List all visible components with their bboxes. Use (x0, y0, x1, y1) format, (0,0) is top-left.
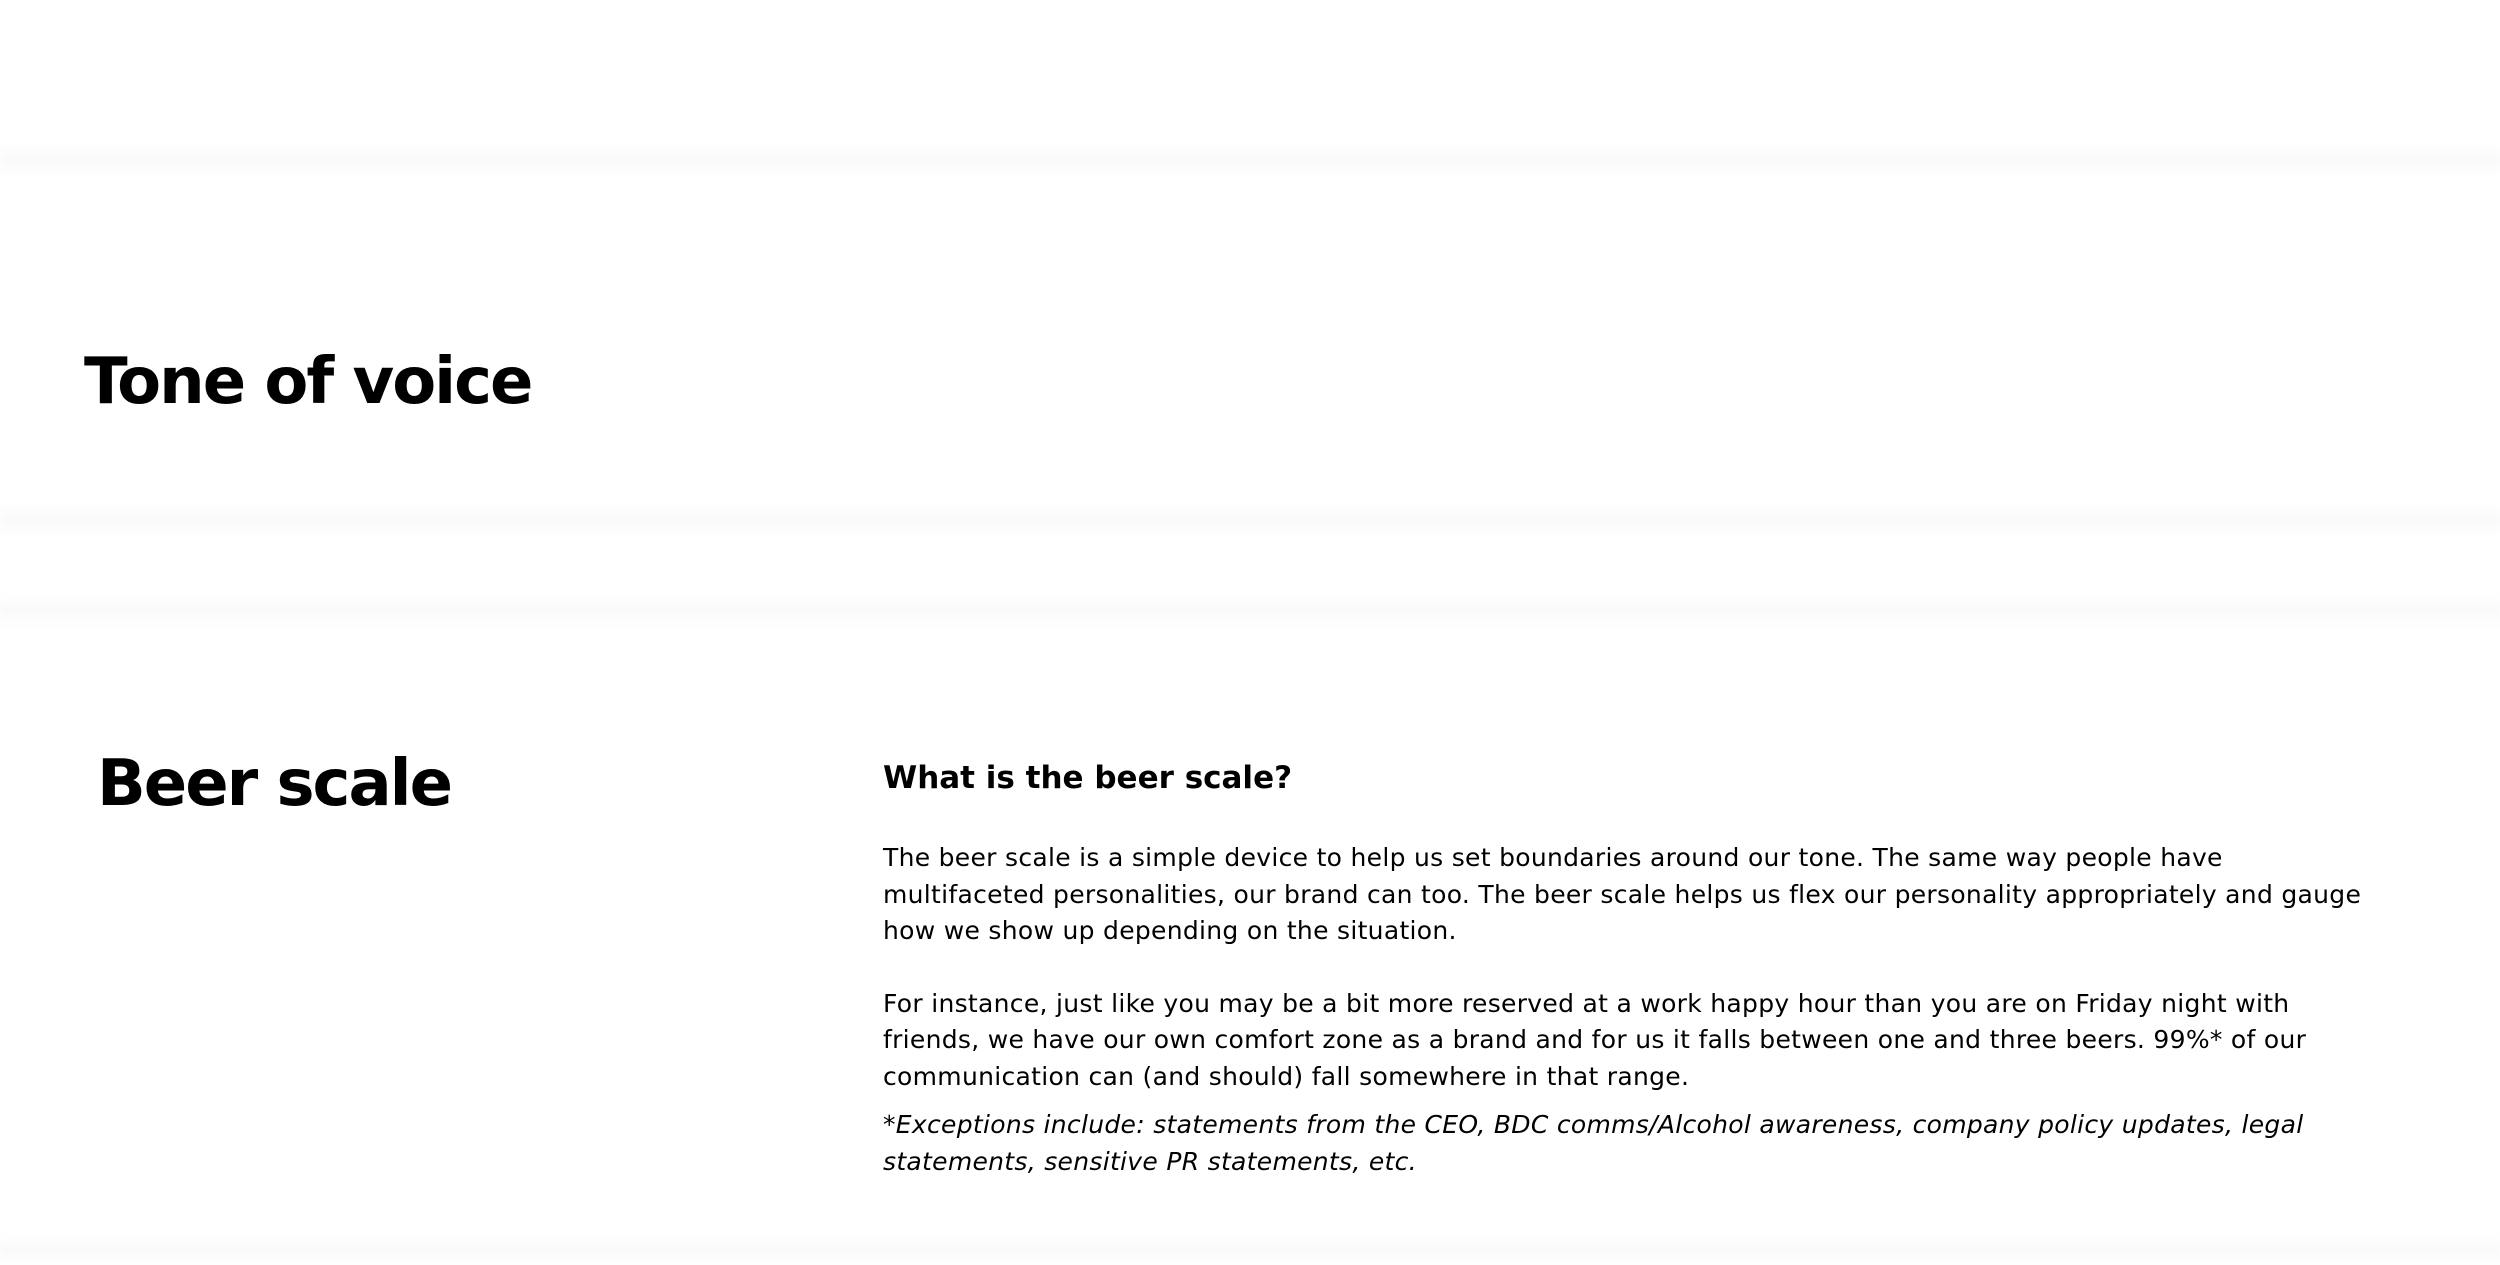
background-texture (0, 500, 2500, 540)
beer-scale-heading: Beer scale (97, 747, 451, 821)
background-texture (0, 140, 2500, 180)
beer-scale-paragraph-1: The beer scale is a simple device to help us set boundaries around our tone. The same way people have multifaceted personalities, our brand can too. The beer scale helps us flex our personality appropriately and gauge how we show up depending on the situation. (883, 843, 2362, 945)
beer-scale-content (883, 756, 2363, 1180)
tone-of-voice-heading: Tone of voice (84, 345, 532, 419)
background-texture (0, 590, 2500, 630)
beer-scale-paragraph-2: For instance, just like you may be a bit more reserved at a work happy hour than you are on Friday night with friends, we have our own comfort zone as a brand and for us it falls between one and three beers. 99%* of our communication can (and should) fall somewhere in that range. (883, 988, 2307, 1091)
beer-scale-question: What is the beer scale? (883, 760, 1293, 796)
background-texture (0, 1230, 2500, 1265)
beer-scale-footnote: *Exceptions include: statements from the CEO, BDC comms/Alcohol awareness, company policy updates, legal statements, sensitive PR statements, etc. (883, 1110, 2304, 1176)
